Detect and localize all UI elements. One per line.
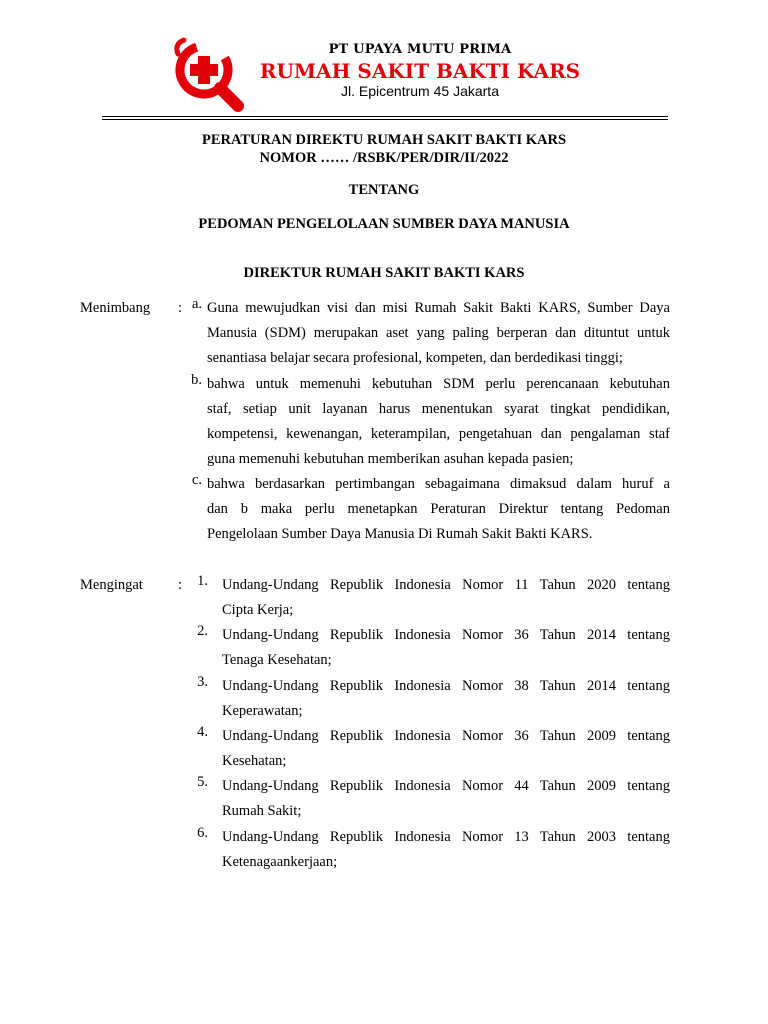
mengingat-item-5 [222, 774, 670, 824]
mengingat-item-mark: 1. [197, 573, 208, 589]
mengingat-item-mark: 3. [197, 674, 208, 690]
menimbang-item-a [207, 296, 670, 371]
text-line: Rumah Sakit; [222, 803, 302, 819]
text-line: Tenaga Kesehatan; [222, 652, 332, 668]
menimbang-item-mark: b. [191, 372, 202, 388]
text-line: kompetensi, kewenangan, keterampilan, pengetahuan dan pengalaman staf [207, 426, 670, 442]
menimbang-colon: : [178, 300, 183, 316]
mengingat-item-4 [222, 724, 670, 774]
text-line: Undang-Undang Republik Indonesia Nomor 36 Tahun 2009 tentang [222, 728, 670, 744]
text-line: dan b maka perlu menetapkan Peraturan Direktur tentang Pedoman [207, 501, 670, 517]
text-line: Undang-Undang Republik Indonesia Nomor 36 Tahun 2014 tentang [222, 627, 670, 643]
text-line: Ketenagaankerjaan; [222, 854, 338, 870]
text-line: staf, setiap unit layanan harus menentukan syarat tingkat pendidikan, [207, 401, 670, 417]
text-line: Kesehatan; [222, 753, 287, 769]
regulation-number: NOMOR …… /RSBK/PER/DIR/II/2022 [259, 150, 509, 166]
text-line: bahwa untuk memenuhi kebutuhan SDM perlu perencanaan kebutuhan [207, 376, 670, 392]
mengingat-item-mark: 5. [197, 774, 208, 790]
menimbang-item-c [207, 472, 670, 547]
mengingat-item-1 [222, 573, 670, 623]
red-cross-magnifier-logo-icon [168, 32, 250, 114]
mengingat-label: Mengingat [80, 577, 143, 593]
text-line: Undang-Undang Republik Indonesia Nomor 44 Tahun 2009 tentang [222, 778, 670, 794]
hospital-name: RUMAH SAKIT BAKTI KARS [259, 59, 581, 83]
text-line: senantiasa belajar secara profesional, kompeten, dan berdedikasi tinggi; [207, 350, 623, 366]
text-line: Keperawatan; [222, 703, 303, 719]
director-heading: DIREKTUR RUMAH SAKIT BAKTI KARS [243, 265, 525, 281]
text-line: Undang-Undang Republik Indonesia Nomor 13 Tahun 2003 tentang [222, 829, 670, 845]
text-line: Guna mewujudkan visi dan misi Rumah Sakit Bakti KARS, Sumber Daya [207, 300, 670, 316]
header-separator [102, 116, 668, 120]
tentang-heading: TENTANG [348, 182, 420, 198]
menimbang-item-mark: c. [191, 472, 202, 488]
text-line: Manusia (SDM) merupakan aset yang paling berperan dan dituntut untuk [207, 325, 670, 341]
regulation-subject: PEDOMAN PENGELOLAAN SUMBER DAYA MANUSIA [198, 216, 570, 232]
menimbang-item-b [207, 372, 670, 472]
text-line: guna memenuhi kebutuhan memberikan asuhan kepada pasien; [207, 451, 574, 467]
mengingat-item-2 [222, 623, 670, 673]
mengingat-item-mark: 4. [197, 724, 208, 740]
text-line: Undang-Undang Republik Indonesia Nomor 38 Tahun 2014 tentang [222, 678, 670, 694]
mengingat-colon: : [178, 577, 183, 593]
menimbang-item-mark: a. [191, 296, 202, 312]
menimbang-label: Menimbang [80, 300, 151, 316]
text-line: Undang-Undang Republik Indonesia Nomor 11 Tahun 2020 tentang [222, 577, 670, 593]
regulation-title: PERATURAN DIREKTU RUMAH SAKIT BAKTI KARS [201, 132, 567, 148]
text-line: bahwa berdasarkan pertimbangan sebagaimana dimaksud dalam huruf a [207, 476, 670, 492]
text-line: Pengelolaan Sumber Daya Manusia Di Rumah Sakit Bakti KARS. [207, 526, 593, 542]
text-line: Cipta Kerja; [222, 602, 294, 618]
company-name: PT UPAYA MUTU PRIMA [328, 42, 512, 57]
mengingat-item-mark: 6. [197, 825, 208, 841]
mengingat-item-mark: 2. [197, 623, 208, 639]
mengingat-item-6 [222, 825, 670, 875]
mengingat-item-3 [222, 674, 670, 724]
hospital-address: Jl. Epicentrum 45 Jakarta [341, 83, 499, 99]
